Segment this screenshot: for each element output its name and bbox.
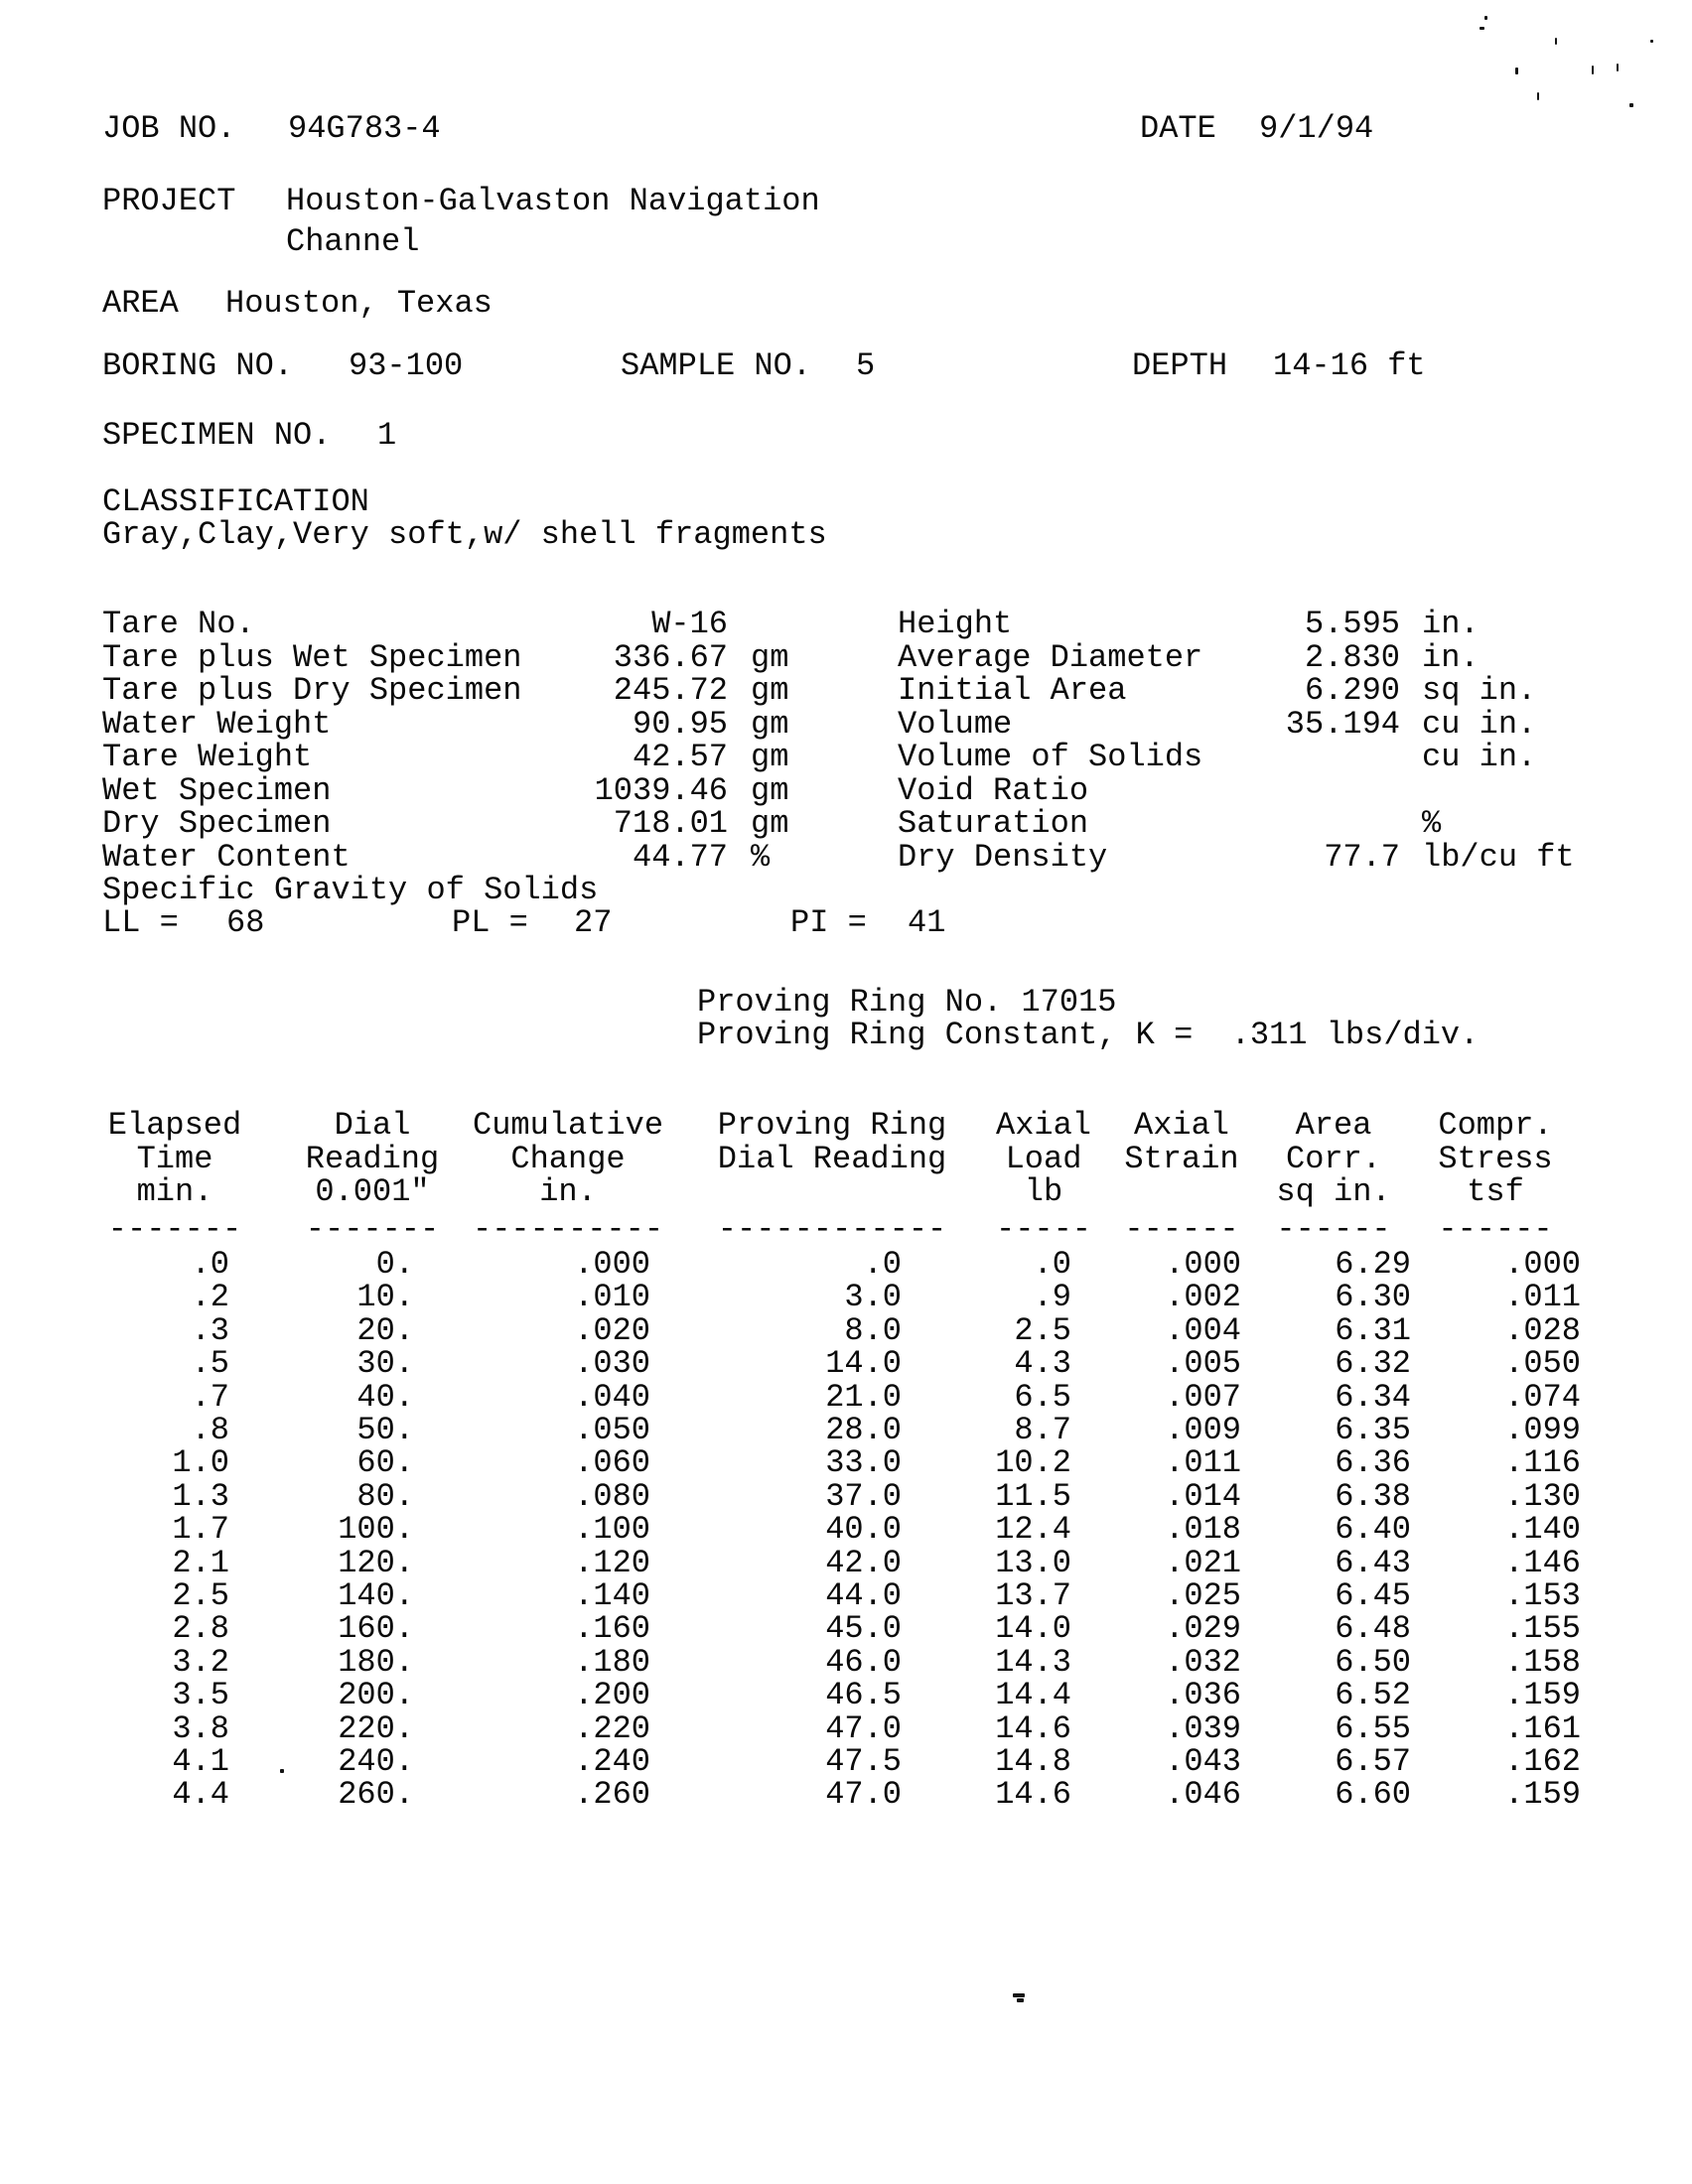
area-label: AREA xyxy=(102,285,179,322)
table-column-header-line: sq in. xyxy=(1276,1173,1391,1210)
specimen-row-value: 1039.46 xyxy=(594,771,728,809)
table-column-header-line: in. xyxy=(539,1173,597,1210)
depth-label: DEPTH xyxy=(1132,347,1228,384)
table-cell: 6.52 xyxy=(1335,1677,1411,1714)
table-cell: .8 xyxy=(191,1412,229,1448)
table-column-header-line: min. xyxy=(136,1173,213,1210)
table-cell: .155 xyxy=(1504,1610,1581,1648)
table-cell: 33.0 xyxy=(825,1444,902,1482)
table-column-header-line: Compr. xyxy=(1438,1107,1553,1144)
table-cell: 4.1 xyxy=(172,1743,229,1780)
table-row xyxy=(0,1378,1692,1416)
table-cell: 47.5 xyxy=(825,1743,902,1780)
specimen-row-unit: cu in. xyxy=(1422,705,1537,743)
specimen-row-value: 6.290 xyxy=(1304,672,1400,709)
project-value-line1: Houston-Galvaston Navigation xyxy=(286,183,820,219)
pi-value: 41 xyxy=(908,904,946,941)
table-cell: 2.5 xyxy=(1014,1311,1071,1349)
table-cell: .099 xyxy=(1504,1412,1581,1448)
table-cell: 8.7 xyxy=(1014,1412,1071,1448)
specimen-row-unit: gm xyxy=(751,705,789,743)
table-cell: 30. xyxy=(356,1345,414,1383)
scan-speck xyxy=(1017,1998,1024,2002)
table-cell: .146 xyxy=(1504,1544,1581,1581)
table-column-header-line: Axial xyxy=(995,1107,1091,1144)
specimen-row xyxy=(0,874,1692,907)
specimen-row-unit: in. xyxy=(1422,606,1480,642)
project-value-line2: Channel xyxy=(286,223,420,260)
table-cell: 220. xyxy=(338,1709,414,1747)
table-cell: 1.3 xyxy=(172,1477,229,1515)
specimen-row-unit: gm xyxy=(751,672,789,709)
table-cell: .000 xyxy=(1165,1246,1241,1283)
table-cell: 6.30 xyxy=(1335,1279,1411,1316)
table-cell: 1.0 xyxy=(172,1444,229,1482)
table-cell: 6.31 xyxy=(1335,1311,1411,1349)
table-cell: 120. xyxy=(338,1544,414,1581)
specimen-row-label: Tare plus Dry Specimen xyxy=(102,672,522,709)
table-cell: 6.34 xyxy=(1335,1378,1411,1416)
table-cell: 180. xyxy=(338,1643,414,1681)
table-cell: .100 xyxy=(574,1511,650,1549)
table-cell: 6.43 xyxy=(1335,1544,1411,1581)
table-cell: .020 xyxy=(574,1311,650,1349)
specimen-row-value: 90.95 xyxy=(632,705,728,743)
table-cell: 140. xyxy=(338,1577,414,1614)
specimen-row-unit: % xyxy=(751,838,771,876)
specimen-row-value: 2.830 xyxy=(1304,638,1400,676)
table-cell: .3 xyxy=(191,1311,229,1349)
table-row xyxy=(0,1311,1692,1349)
table-cell: 20. xyxy=(356,1311,414,1349)
table-cell: 14.6 xyxy=(995,1709,1071,1747)
table-cell: .140 xyxy=(1504,1511,1581,1549)
specimen-row-label: Specific Gravity of Solids xyxy=(102,872,599,908)
table-cell: 12.4 xyxy=(995,1511,1071,1549)
specimen-row-label: Water Weight xyxy=(102,705,332,743)
table-cell: .0 xyxy=(863,1246,902,1283)
specimen-row xyxy=(0,674,1692,708)
table-cell: .120 xyxy=(574,1544,650,1581)
table-cell: 3.5 xyxy=(172,1677,229,1714)
table-cell: 80. xyxy=(356,1477,414,1515)
table-cell: 6.29 xyxy=(1335,1246,1411,1283)
boring-no-label: BORING NO. xyxy=(102,347,294,384)
pl-value: 27 xyxy=(574,904,613,941)
specimen-row xyxy=(0,608,1692,641)
area-value: Houston, Texas xyxy=(225,285,493,322)
specimen-row-label: Height xyxy=(898,606,1013,642)
specimen-row-unit: gm xyxy=(751,771,789,809)
table-cell: 8.0 xyxy=(844,1311,902,1349)
table-column-header-line: Area xyxy=(1295,1107,1372,1144)
table-column-header-line: 0.001" xyxy=(315,1173,430,1210)
table-cell: .220 xyxy=(574,1709,650,1747)
table-cell: 40. xyxy=(356,1378,414,1416)
table-cell: .200 xyxy=(574,1677,650,1714)
table-row xyxy=(0,1477,1692,1515)
table-column-header-line: Cumulative xyxy=(472,1107,664,1144)
table-cell: .043 xyxy=(1165,1743,1241,1780)
table-cell: .028 xyxy=(1504,1311,1581,1349)
table-cell: 6.50 xyxy=(1335,1643,1411,1681)
table-header-underline: ----- xyxy=(995,1211,1091,1248)
specimen-row-unit: sq in. xyxy=(1422,672,1537,709)
table-cell: 260. xyxy=(338,1776,414,1814)
table-row xyxy=(0,1281,1692,1314)
table-row xyxy=(0,1513,1692,1547)
table-header-underline: ------- xyxy=(107,1211,242,1248)
scan-speck xyxy=(1484,16,1487,20)
table-cell: .153 xyxy=(1504,1577,1581,1614)
table-cell: .036 xyxy=(1165,1677,1241,1714)
table-cell: 6.32 xyxy=(1335,1345,1411,1383)
table-cell: 2.5 xyxy=(172,1577,229,1614)
specimen-row xyxy=(0,638,1692,676)
table-cell: 14.6 xyxy=(995,1776,1071,1814)
table-cell: 60. xyxy=(356,1444,414,1482)
table-column-header xyxy=(1337,1109,1654,1209)
table-cell: .039 xyxy=(1165,1709,1241,1747)
table-cell: 14.0 xyxy=(825,1345,902,1383)
table-cell: .025 xyxy=(1165,1577,1241,1614)
table-header-underline: ------ xyxy=(1276,1211,1391,1248)
sample-no-label: SAMPLE NO. xyxy=(621,347,812,384)
table-cell: .014 xyxy=(1165,1477,1241,1515)
ll-label: LL = xyxy=(102,904,179,941)
proving-ring-constant: Proving Ring Constant, K = .311 lbs/div. xyxy=(697,1017,1480,1053)
table-cell: 14.0 xyxy=(995,1610,1071,1648)
table-cell: .030 xyxy=(574,1345,650,1383)
specimen-row-value: 42.57 xyxy=(632,739,728,775)
table-column-header-line: Dial Reading xyxy=(717,1140,947,1177)
table-header-underline: ------- xyxy=(305,1211,440,1248)
table-column-header-line: Dial xyxy=(334,1107,411,1144)
table-cell: .007 xyxy=(1165,1378,1241,1416)
boring-no-value: 93-100 xyxy=(349,347,464,384)
table-cell: .018 xyxy=(1165,1511,1241,1549)
table-cell: 4.3 xyxy=(1014,1345,1071,1383)
table-row xyxy=(0,1446,1692,1480)
table-cell: .021 xyxy=(1165,1544,1241,1581)
proving-ring-no: Proving Ring No. 17015 xyxy=(697,984,1117,1021)
scan-speck xyxy=(280,1769,284,1773)
specimen-row xyxy=(0,771,1692,809)
table-cell: .050 xyxy=(574,1412,650,1448)
table-cell: 47.0 xyxy=(825,1709,902,1747)
table-cell: .004 xyxy=(1165,1311,1241,1349)
scan-speck xyxy=(1592,66,1594,74)
specimen-row-label: Average Diameter xyxy=(898,638,1203,676)
table-cell: 44.0 xyxy=(825,1577,902,1614)
table-cell: 28.0 xyxy=(825,1412,902,1448)
table-cell: .000 xyxy=(574,1246,650,1283)
table-column-header-line: Change xyxy=(510,1140,626,1177)
project-label: PROJECT xyxy=(102,183,236,219)
specimen-no-value: 1 xyxy=(377,417,397,454)
specimen-row-unit: % xyxy=(1422,805,1442,842)
table-cell: .159 xyxy=(1504,1776,1581,1814)
scan-speck xyxy=(1537,92,1539,100)
table-cell: .162 xyxy=(1504,1743,1581,1780)
specimen-row-label: Initial Area xyxy=(898,672,1127,709)
table-cell: 6.57 xyxy=(1335,1743,1411,1780)
table-cell: 14.8 xyxy=(995,1743,1071,1780)
table-header-underline: ------ xyxy=(1438,1211,1553,1248)
specimen-row-label: Volume xyxy=(898,705,1013,743)
specimen-row-value: 77.7 xyxy=(1324,838,1400,876)
table-cell: .046 xyxy=(1165,1776,1241,1814)
table-cell: 10. xyxy=(356,1279,414,1316)
table-cell: .7 xyxy=(191,1378,229,1416)
table-column-header-line: Load xyxy=(1005,1140,1082,1177)
specimen-row-label: Volume of Solids xyxy=(898,739,1203,775)
table-cell: 1.7 xyxy=(172,1511,229,1549)
job-no-value: 94G783-4 xyxy=(288,110,441,147)
scan-speck xyxy=(1515,68,1518,74)
specimen-row-unit: gm xyxy=(751,739,789,775)
table-cell: 42.0 xyxy=(825,1544,902,1581)
table-cell: 3.0 xyxy=(844,1279,902,1316)
specimen-row-unit: lb/cu ft xyxy=(1422,838,1575,876)
date-value: 9/1/94 xyxy=(1259,110,1374,147)
table-cell: .029 xyxy=(1165,1610,1241,1648)
table-cell: 160. xyxy=(338,1610,414,1648)
specimen-row-label: Wet Specimen xyxy=(102,771,332,809)
table-cell: 3.2 xyxy=(172,1643,229,1681)
scan-speck xyxy=(1629,103,1633,107)
table-cell: 14.3 xyxy=(995,1643,1071,1681)
table-cell: 0. xyxy=(375,1246,414,1283)
scan-speck xyxy=(1650,40,1653,43)
table-row xyxy=(0,1347,1692,1381)
table-header-underline: ---------- xyxy=(472,1211,664,1248)
specimen-row-unit: gm xyxy=(751,638,789,676)
table-cell: .130 xyxy=(1504,1477,1581,1515)
table-cell: 6.55 xyxy=(1335,1709,1411,1747)
table-header-underline: ------------ xyxy=(717,1211,947,1248)
specimen-row-value: 44.77 xyxy=(632,838,728,876)
table-cell: 4.4 xyxy=(172,1776,229,1814)
specimen-row-value: 35.194 xyxy=(1285,705,1400,743)
specimen-row-unit: in. xyxy=(1422,638,1480,676)
table-cell: 45.0 xyxy=(825,1610,902,1648)
specimen-no-label: SPECIMEN NO. xyxy=(102,417,332,454)
specimen-row-unit: gm xyxy=(751,805,789,842)
table-cell: .161 xyxy=(1504,1709,1581,1747)
table-cell: 6.38 xyxy=(1335,1477,1411,1515)
table-cell: .140 xyxy=(574,1577,650,1614)
table-cell: .2 xyxy=(191,1279,229,1316)
table-cell: 6.5 xyxy=(1014,1378,1071,1416)
specimen-row-value: 245.72 xyxy=(613,672,728,709)
table-cell: .009 xyxy=(1165,1412,1241,1448)
table-cell: .260 xyxy=(574,1776,650,1814)
specimen-row-value: W-16 xyxy=(651,606,728,642)
specimen-row xyxy=(0,741,1692,774)
table-column-header-line: Strain xyxy=(1124,1140,1239,1177)
table-cell: .074 xyxy=(1504,1378,1581,1416)
table-row xyxy=(0,1544,1692,1581)
scan-speck xyxy=(1555,38,1557,45)
table-cell: .002 xyxy=(1165,1279,1241,1316)
table-cell: 10.2 xyxy=(995,1444,1071,1482)
table-row xyxy=(0,1679,1692,1712)
pi-label: PI = xyxy=(790,904,867,941)
table-cell: .011 xyxy=(1165,1444,1241,1482)
table-cell: .5 xyxy=(191,1345,229,1383)
specimen-row-label: Tare No. xyxy=(102,606,255,642)
table-cell: .050 xyxy=(1504,1345,1581,1383)
specimen-row-label: Saturation xyxy=(898,805,1089,842)
specimen-row-label: Water Content xyxy=(102,838,351,876)
table-cell: 2.8 xyxy=(172,1610,229,1648)
table-cell: .000 xyxy=(1504,1246,1581,1283)
table-cell: .0 xyxy=(191,1246,229,1283)
specimen-row-value: 336.67 xyxy=(613,638,728,676)
table-column-header-line: Proving Ring xyxy=(717,1107,947,1144)
table-cell: .032 xyxy=(1165,1643,1241,1681)
table-cell: 100. xyxy=(338,1511,414,1549)
table-column-header-line: tsf xyxy=(1467,1173,1524,1210)
ll-value: 68 xyxy=(226,904,265,941)
table-cell: 6.48 xyxy=(1335,1610,1411,1648)
table-cell: 200. xyxy=(338,1677,414,1714)
table-row xyxy=(0,1745,1692,1779)
table-column-header-line: Time xyxy=(136,1140,213,1177)
table-column-header-line: Corr. xyxy=(1285,1140,1381,1177)
table-cell: 11.5 xyxy=(995,1477,1071,1515)
classification-label: CLASSIFICATION xyxy=(102,483,369,520)
table-cell: 13.7 xyxy=(995,1577,1071,1614)
specimen-row xyxy=(0,705,1692,743)
table-cell: .005 xyxy=(1165,1345,1241,1383)
sample-no-value: 5 xyxy=(856,347,876,384)
table-row xyxy=(0,1248,1692,1282)
table-row xyxy=(0,1778,1692,1812)
table-column-header-line: Stress xyxy=(1438,1140,1553,1177)
table-cell: .159 xyxy=(1504,1677,1581,1714)
date-label: DATE xyxy=(1140,110,1216,147)
classification-value: Gray,Clay,Very soft,w/ shell fragments xyxy=(102,516,827,553)
scan-speck xyxy=(1617,64,1619,71)
table-row xyxy=(0,1612,1692,1646)
specimen-row xyxy=(0,807,1692,841)
specimen-row-value: 718.01 xyxy=(613,805,728,842)
table-cell: 40.0 xyxy=(825,1511,902,1549)
table-cell: .158 xyxy=(1504,1643,1581,1681)
table-cell: 50. xyxy=(356,1412,414,1448)
table-cell: .0 xyxy=(1033,1246,1071,1283)
table-cell: .010 xyxy=(574,1279,650,1316)
table-header-underline: ------ xyxy=(1124,1211,1239,1248)
table-cell: .160 xyxy=(574,1610,650,1648)
table-cell: 240. xyxy=(338,1743,414,1780)
table-column-header-line: Axial xyxy=(1133,1107,1229,1144)
specimen-row-label: Dry Specimen xyxy=(102,805,332,842)
specimen-row-label: Tare Weight xyxy=(102,739,313,775)
table-cell: 46.5 xyxy=(825,1677,902,1714)
table-cell: 2.1 xyxy=(172,1544,229,1581)
table-row xyxy=(0,1414,1692,1447)
table-cell: .9 xyxy=(1033,1279,1071,1316)
specimen-row xyxy=(0,838,1692,876)
specimen-row-value: 5.595 xyxy=(1304,606,1400,642)
specimen-row-unit: cu in. xyxy=(1422,739,1537,775)
table-row xyxy=(0,1643,1692,1681)
specimen-row-label: Dry Density xyxy=(898,838,1108,876)
table-cell: 46.0 xyxy=(825,1643,902,1681)
table-cell: 6.40 xyxy=(1335,1511,1411,1549)
table-cell: 13.0 xyxy=(995,1544,1071,1581)
table-cell: .180 xyxy=(574,1643,650,1681)
scan-speck xyxy=(1013,1993,1025,1997)
table-cell: .040 xyxy=(574,1378,650,1416)
table-cell: .240 xyxy=(574,1743,650,1780)
table-cell: 14.4 xyxy=(995,1677,1071,1714)
table-cell: .080 xyxy=(574,1477,650,1515)
table-cell: .011 xyxy=(1504,1279,1581,1316)
table-cell: .116 xyxy=(1504,1444,1581,1482)
table-row xyxy=(0,1709,1692,1747)
job-no-label: JOB NO. xyxy=(102,110,236,147)
pl-label: PL = xyxy=(452,904,528,941)
table-cell: 6.35 xyxy=(1335,1412,1411,1448)
table-cell: 3.8 xyxy=(172,1709,229,1747)
table-cell: 6.36 xyxy=(1335,1444,1411,1482)
specimen-row-label: Void Ratio xyxy=(898,771,1089,809)
table-column-header-line: Elapsed xyxy=(107,1107,242,1144)
table-cell: 21.0 xyxy=(825,1378,902,1416)
specimen-row-label: Tare plus Wet Specimen xyxy=(102,638,522,676)
table-cell: .060 xyxy=(574,1444,650,1482)
table-cell: 6.60 xyxy=(1335,1776,1411,1814)
table-column-header-line: Reading xyxy=(305,1140,440,1177)
scan-speck xyxy=(1480,27,1484,30)
table-cell: 47.0 xyxy=(825,1776,902,1814)
depth-value: 14-16 ft xyxy=(1273,347,1426,384)
table-column-header-line: lb xyxy=(1024,1173,1063,1210)
table-cell: 37.0 xyxy=(825,1477,902,1515)
table-cell: 6.45 xyxy=(1335,1577,1411,1614)
table-row xyxy=(0,1579,1692,1613)
